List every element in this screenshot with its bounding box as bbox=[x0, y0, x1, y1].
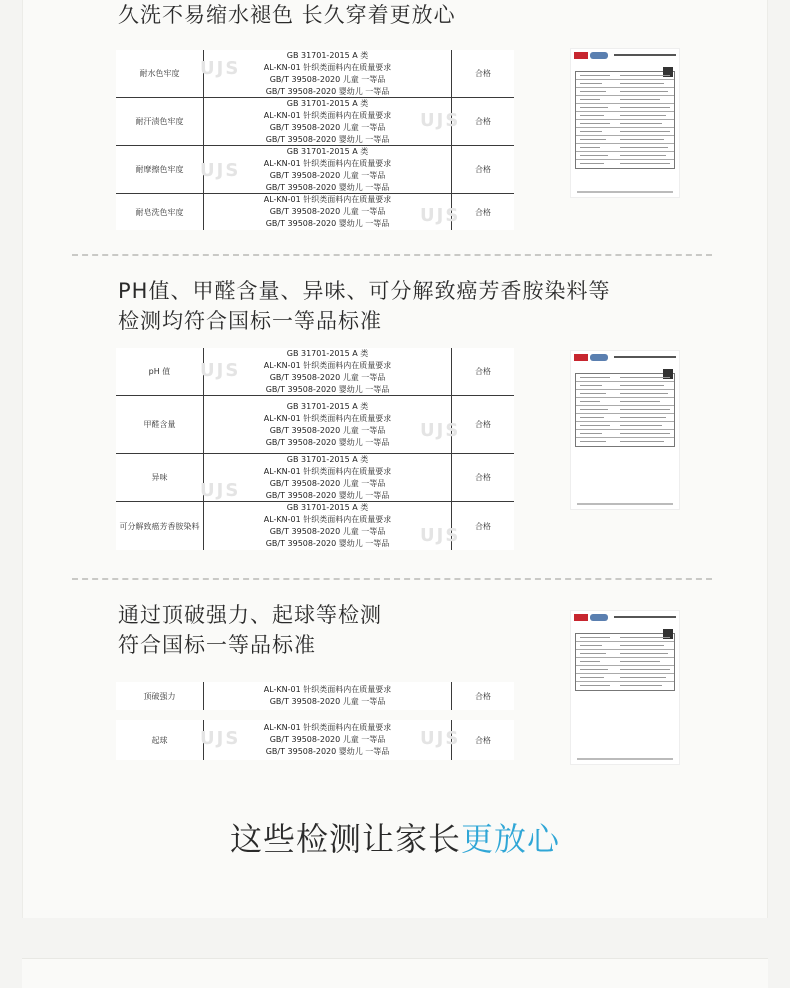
table-row bbox=[116, 454, 514, 502]
section-2-title-line-2: 检测均符合国标一等品标准 bbox=[118, 309, 382, 333]
table-row bbox=[116, 682, 514, 710]
watermark: UJS bbox=[200, 480, 241, 501]
test-result: 合格 bbox=[475, 691, 491, 701]
test-standards: GB 31701-2015 A 类 AL-KN-01 针织类面料内在质量要求 GB/T 39508-2020 儿童 一等品 GB/T 39508-2020 婴幼儿 一等品 bbox=[204, 396, 452, 453]
test-result: 合格 bbox=[475, 473, 491, 482]
table-row bbox=[116, 396, 514, 454]
test-standards: GB 31701-2015 A 类 AL-KN-01 针织类面料内在质量要求 GB/T 39508-2020 儿童 一等品 GB/T 39508-2020 婴幼儿 一等品 bbox=[204, 348, 452, 395]
test-result: 合格 bbox=[475, 69, 491, 78]
section-2-title-line-1: PH值、甲醛含量、异味、可分解致癌芳香胺染料等 bbox=[118, 279, 611, 303]
test-standards: GB 31701-2015 A 类 AL-KN-01 针织类面料内在质量要求 GB/T 39508-2020 儿童 一等品 GB/T 39508-2020 婴幼儿 一等品 bbox=[204, 98, 452, 145]
table-row bbox=[116, 194, 514, 230]
watermark: UJS bbox=[200, 360, 241, 381]
cma-logo-icon bbox=[574, 354, 588, 361]
section-3-title bbox=[118, 600, 382, 660]
watermark: UJS bbox=[420, 525, 461, 546]
table-row bbox=[116, 98, 514, 146]
test-item: pH 值 bbox=[116, 348, 204, 395]
section-1-title bbox=[118, 0, 456, 30]
section-3-title-line-2: 符合国标一等品标准 bbox=[118, 633, 316, 657]
test-item: 甲醛含量 bbox=[116, 396, 204, 453]
closing-highlight: 更放心 bbox=[461, 820, 561, 858]
section-divider bbox=[72, 578, 712, 580]
section-3-title-line-1: 通过顶破强力、起球等检测 bbox=[118, 603, 382, 627]
section-1-title-line-1: 久洗不易缩水褪色 长久穿着更放心 bbox=[118, 3, 456, 27]
test-item: 耐摩擦色牢度 bbox=[116, 146, 204, 193]
watermark: UJS bbox=[200, 160, 241, 181]
test-standards: GB 31701-2015 A 类 AL-KN-01 针织类面料内在质量要求 GB/T 39508-2020 儿童 一等品 GB/T 39508-2020 婴幼儿 一等品 bbox=[204, 146, 452, 193]
test-item: 顶破强力 bbox=[116, 682, 204, 710]
ilac-logo-icon bbox=[590, 354, 608, 361]
section-2-table bbox=[116, 348, 514, 550]
cma-logo-icon bbox=[574, 614, 588, 621]
test-item: 起球 bbox=[116, 720, 204, 760]
section-divider bbox=[72, 254, 712, 256]
watermark: UJS bbox=[200, 58, 241, 79]
table-row bbox=[116, 146, 514, 194]
test-standards: AL-KN-01 针织类面料内在质量要求 GB/T 39508-2020 儿童 一等品 bbox=[204, 682, 452, 710]
test-standards: GB 31701-2015 A 类 AL-KN-01 针织类面料内在质量要求 GB/T 39508-2020 儿童 一等品 GB/T 39508-2020 婴幼儿 一等品 bbox=[204, 454, 452, 501]
certificate-thumbnail bbox=[570, 350, 680, 510]
test-item: 耐皂洗色牢度 bbox=[116, 194, 204, 230]
test-result: 合格 bbox=[475, 207, 491, 217]
next-sheet bbox=[22, 958, 768, 988]
test-result: 合格 bbox=[475, 165, 491, 174]
closing-statement bbox=[0, 814, 790, 860]
test-item: 可分解致癌芳香胺染料 bbox=[116, 502, 204, 550]
watermark: UJS bbox=[420, 420, 461, 441]
test-item: 耐水色牢度 bbox=[116, 50, 204, 97]
certificate-thumbnail bbox=[570, 48, 680, 198]
watermark: UJS bbox=[420, 110, 461, 131]
watermark: UJS bbox=[420, 205, 461, 226]
section-1-table bbox=[116, 50, 514, 230]
test-item: 异味 bbox=[116, 454, 204, 501]
test-result: 合格 bbox=[475, 420, 491, 429]
table-row bbox=[116, 720, 514, 760]
table-row bbox=[116, 502, 514, 550]
test-standards: GB 31701-2015 A 类 AL-KN-01 针织类面料内在质量要求 GB/T 39508-2020 儿童 一等品 GB/T 39508-2020 婴幼儿 一等品 bbox=[204, 50, 452, 97]
table-row bbox=[116, 348, 514, 396]
cma-logo-icon bbox=[574, 52, 588, 59]
closing-text: 这些检测让家长 bbox=[229, 820, 461, 858]
watermark: UJS bbox=[420, 728, 461, 749]
test-result: 合格 bbox=[475, 367, 491, 376]
test-standards: AL-KN-01 针织类面料内在质量要求 GB/T 39508-2020 儿童 一等品 GB/T 39508-2020 婴幼儿 一等品 bbox=[204, 194, 452, 230]
test-item: 耐汗渍色牢度 bbox=[116, 98, 204, 145]
test-standards: AL-KN-01 针织类面料内在质量要求 GB/T 39508-2020 儿童 一等品 GB/T 39508-2020 婴幼儿 一等品 bbox=[204, 720, 452, 760]
test-result: 合格 bbox=[475, 735, 491, 745]
section-2-title bbox=[118, 276, 610, 336]
ilac-logo-icon bbox=[590, 614, 608, 621]
watermark: UJS bbox=[200, 728, 241, 749]
test-result: 合格 bbox=[475, 521, 491, 531]
section-3-table bbox=[116, 682, 514, 760]
test-result: 合格 bbox=[475, 117, 491, 126]
test-standards: GB 31701-2015 A 类 AL-KN-01 针织类面料内在质量要求 GB/T 39508-2020 儿童 一等品 GB/T 39508-2020 婴幼儿 一等品 bbox=[204, 502, 452, 550]
ilac-logo-icon bbox=[590, 52, 608, 59]
certificate-thumbnail bbox=[570, 610, 680, 765]
table-row bbox=[116, 50, 514, 98]
